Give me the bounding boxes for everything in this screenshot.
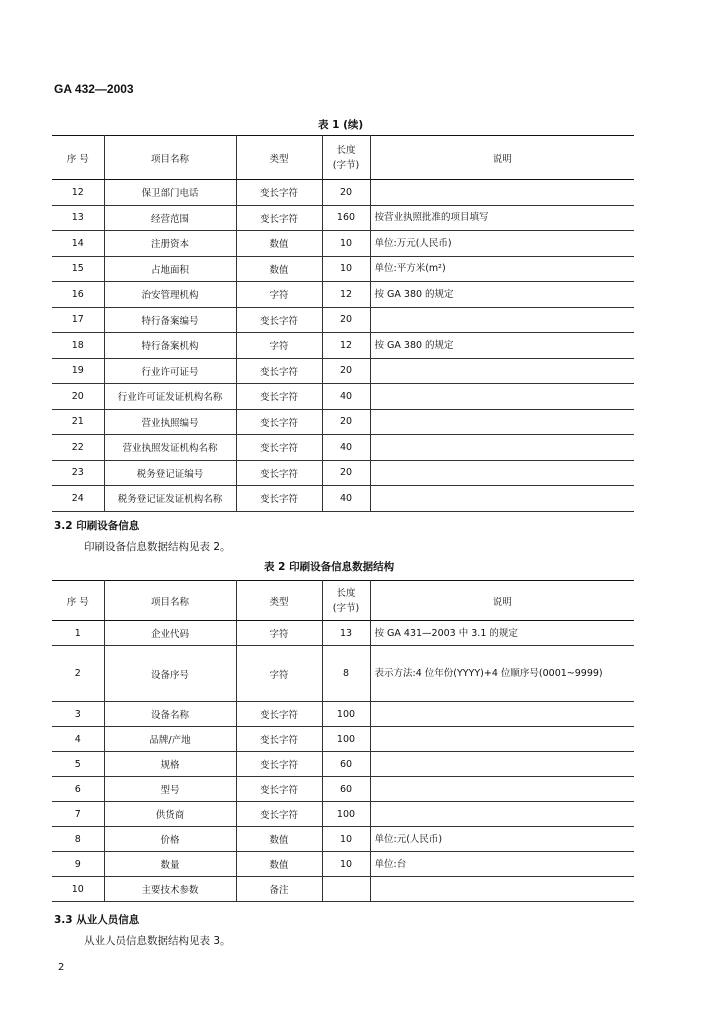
cell-type: 变长字符	[236, 409, 322, 435]
cell-note	[370, 877, 634, 902]
col-header-type: 类型	[236, 581, 322, 621]
cell-index: 17	[52, 307, 104, 333]
cell-type: 变长字符	[236, 358, 322, 384]
cell-index: 2	[52, 646, 104, 702]
cell-item-name: 设备序号	[104, 646, 236, 702]
table-row	[52, 727, 634, 752]
cell-length: 10	[322, 256, 370, 282]
table-row	[52, 435, 634, 461]
cell-note	[370, 460, 634, 486]
cell-type: 变长字符	[236, 752, 322, 777]
cell-length: 10	[322, 231, 370, 257]
cell-length: 20	[322, 409, 370, 435]
cell-note	[370, 802, 634, 827]
table-row	[52, 646, 634, 702]
table-row	[52, 307, 634, 333]
cell-index: 1	[52, 621, 104, 646]
cell-type: 变长字符	[236, 702, 322, 727]
cell-item-name: 数量	[104, 852, 236, 877]
cell-index: 16	[52, 282, 104, 308]
cell-length: 10	[322, 852, 370, 877]
cell-item-name: 营业执照发证机构名称	[104, 435, 236, 461]
cell-index: 22	[52, 435, 104, 461]
cell-note: 按 GA 431—2003 中 3.1 的规定	[370, 621, 634, 646]
table-row	[52, 231, 634, 257]
cell-length	[322, 877, 370, 902]
table-row	[52, 333, 634, 359]
cell-note	[370, 702, 634, 727]
cell-type: 变长字符	[236, 802, 322, 827]
cell-length: 8	[322, 646, 370, 702]
cell-index: 23	[52, 460, 104, 486]
cell-note	[370, 358, 634, 384]
cell-length: 40	[322, 384, 370, 410]
cell-item-name: 规格	[104, 752, 236, 777]
table-row	[52, 256, 634, 282]
table-row	[52, 180, 634, 206]
table-row	[52, 802, 634, 827]
col-header-type: 类型	[236, 136, 322, 180]
cell-index: 12	[52, 180, 104, 206]
table1	[52, 135, 634, 512]
cell-note: 按营业执照批准的项目填写	[370, 205, 634, 231]
cell-type: 字符	[236, 333, 322, 359]
cell-note	[370, 384, 634, 410]
cell-note: 单位:元(人民币)	[370, 827, 634, 852]
table2-header-row	[52, 581, 634, 621]
cell-index: 8	[52, 827, 104, 852]
table2	[52, 580, 634, 902]
col-header-name: 项目名称	[104, 581, 236, 621]
cell-type: 数值	[236, 231, 322, 257]
cell-type: 数值	[236, 827, 322, 852]
page-number: 2	[58, 962, 65, 973]
cell-note	[370, 727, 634, 752]
cell-type: 变长字符	[236, 777, 322, 802]
cell-item-name: 占地面积	[104, 256, 236, 282]
cell-length: 20	[322, 180, 370, 206]
cell-note: 单位:平方米(m²)	[370, 256, 634, 282]
col-header-index: 序 号	[52, 136, 104, 180]
table1-caption: 表 1 (续)	[318, 119, 364, 131]
col-header-index: 序 号	[52, 581, 104, 621]
section-3-3-text: 从业人员信息数据结构见表 3。	[84, 935, 231, 947]
col-header-note: 说明	[370, 136, 634, 180]
section-3-2-title: 3.2 印刷设备信息	[54, 520, 140, 532]
cell-length: 13	[322, 621, 370, 646]
cell-index: 14	[52, 231, 104, 257]
cell-item-name: 设备名称	[104, 702, 236, 727]
cell-item-name: 营业执照编号	[104, 409, 236, 435]
cell-index: 3	[52, 702, 104, 727]
table-row	[52, 384, 634, 410]
table-row	[52, 460, 634, 486]
cell-item-name: 行业许可证发证机构名称	[104, 384, 236, 410]
cell-type: 变长字符	[236, 307, 322, 333]
cell-type: 变长字符	[236, 435, 322, 461]
cell-index: 19	[52, 358, 104, 384]
cell-length: 40	[322, 486, 370, 512]
cell-index: 6	[52, 777, 104, 802]
table1-header-row	[52, 136, 634, 180]
cell-index: 18	[52, 333, 104, 359]
document-header: GA 432—2003	[54, 82, 134, 96]
cell-note	[370, 486, 634, 512]
cell-type: 字符	[236, 282, 322, 308]
cell-length: 12	[322, 333, 370, 359]
cell-item-name: 企业代码	[104, 621, 236, 646]
cell-note	[370, 307, 634, 333]
table-row	[52, 852, 634, 877]
table-row	[52, 827, 634, 852]
cell-note	[370, 777, 634, 802]
col-header-note: 说明	[370, 581, 634, 621]
cell-length: 20	[322, 307, 370, 333]
cell-type: 数值	[236, 256, 322, 282]
section-3-3-title: 3.3 从业人员信息	[54, 914, 140, 926]
cell-item-name: 注册资本	[104, 231, 236, 257]
cell-length: 12	[322, 282, 370, 308]
cell-item-name: 税务登记证编号	[104, 460, 236, 486]
table-row	[52, 205, 634, 231]
cell-length: 100	[322, 727, 370, 752]
cell-note: 按 GA 380 的规定	[370, 282, 634, 308]
table-row	[52, 358, 634, 384]
cell-index: 15	[52, 256, 104, 282]
cell-length: 100	[322, 802, 370, 827]
cell-length: 160	[322, 205, 370, 231]
cell-type: 备注	[236, 877, 322, 902]
cell-length: 60	[322, 777, 370, 802]
cell-item-name: 经营范围	[104, 205, 236, 231]
col-header-length: 长度 (字节)	[322, 136, 370, 180]
cell-index: 24	[52, 486, 104, 512]
table2-caption: 表 2 印刷设备信息数据结构	[264, 561, 395, 573]
cell-note	[370, 435, 634, 461]
cell-item-name: 治安管理机构	[104, 282, 236, 308]
cell-item-name: 税务登记证发证机构名称	[104, 486, 236, 512]
table-row	[52, 777, 634, 802]
cell-type: 字符	[236, 646, 322, 702]
section-3-2-text: 印刷设备信息数据结构见表 2。	[84, 541, 231, 553]
cell-length: 60	[322, 752, 370, 777]
cell-type: 变长字符	[236, 180, 322, 206]
cell-type: 变长字符	[236, 205, 322, 231]
cell-length: 20	[322, 358, 370, 384]
cell-item-name: 型号	[104, 777, 236, 802]
cell-type: 变长字符	[236, 384, 322, 410]
cell-note	[370, 180, 634, 206]
cell-item-name: 保卫部门电话	[104, 180, 236, 206]
cell-length: 100	[322, 702, 370, 727]
cell-item-name: 行业许可证号	[104, 358, 236, 384]
cell-index: 5	[52, 752, 104, 777]
table-row	[52, 282, 634, 308]
cell-length: 10	[322, 827, 370, 852]
cell-length: 20	[322, 460, 370, 486]
cell-note: 单位:台	[370, 852, 634, 877]
cell-type: 字符	[236, 621, 322, 646]
cell-item-name: 主要技术参数	[104, 877, 236, 902]
cell-item-name: 价格	[104, 827, 236, 852]
cell-index: 13	[52, 205, 104, 231]
table-row	[52, 621, 634, 646]
cell-type: 变长字符	[236, 486, 322, 512]
cell-note: 按 GA 380 的规定	[370, 333, 634, 359]
table-row	[52, 752, 634, 777]
cell-length: 40	[322, 435, 370, 461]
cell-index: 20	[52, 384, 104, 410]
cell-index: 9	[52, 852, 104, 877]
cell-type: 变长字符	[236, 460, 322, 486]
cell-item-name: 品牌/产地	[104, 727, 236, 752]
table-row	[52, 702, 634, 727]
cell-note: 表示方法:4 位年份(YYYY)+4 位顺序号(0001~9999)	[370, 646, 634, 702]
cell-item-name: 供货商	[104, 802, 236, 827]
cell-index: 10	[52, 877, 104, 902]
cell-type: 变长字符	[236, 727, 322, 752]
cell-index: 21	[52, 409, 104, 435]
col-header-length: 长度 (字节)	[322, 581, 370, 621]
cell-note: 单位:万元(人民币)	[370, 231, 634, 257]
cell-item-name: 特行备案编号	[104, 307, 236, 333]
col-header-name: 项目名称	[104, 136, 236, 180]
table-row	[52, 877, 634, 902]
cell-note	[370, 409, 634, 435]
table-row	[52, 486, 634, 512]
cell-item-name: 特行备案机构	[104, 333, 236, 359]
cell-note	[370, 752, 634, 777]
cell-type: 数值	[236, 852, 322, 877]
cell-index: 7	[52, 802, 104, 827]
cell-index: 4	[52, 727, 104, 752]
table-row	[52, 409, 634, 435]
